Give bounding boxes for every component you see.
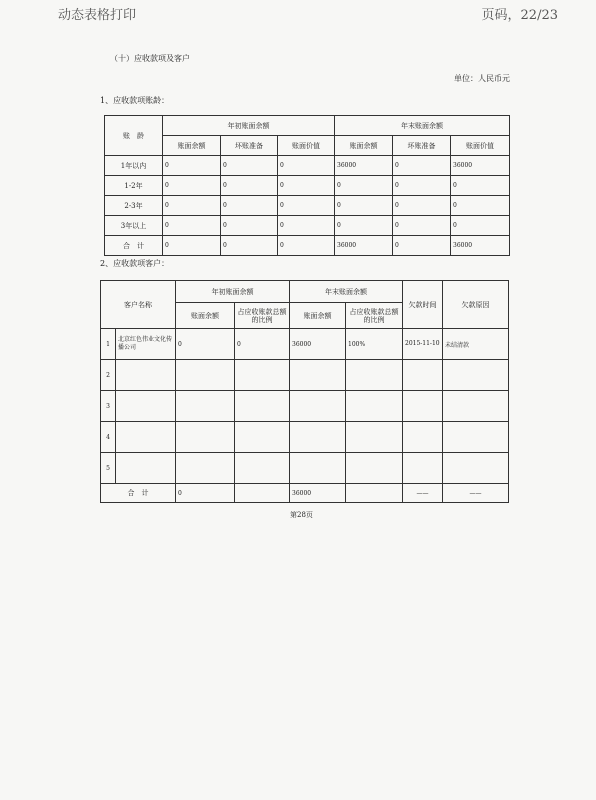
row-number: 2: [101, 360, 116, 391]
table-cell: [346, 360, 403, 391]
customer-name-header: 客户名称: [101, 281, 176, 329]
table-cell: 0: [221, 156, 278, 176]
table-cell: 0: [393, 176, 451, 196]
table-cell: [235, 453, 290, 484]
table-cell: 0: [176, 484, 235, 503]
owing-time: ——: [403, 484, 443, 503]
aging-col-header: 账面价值: [451, 136, 510, 156]
table-row: [105, 196, 510, 216]
owing-reason: 未结清款: [443, 329, 509, 360]
table-cell: 0: [221, 236, 278, 256]
table-cell: 0: [393, 156, 451, 176]
table-cell: [346, 391, 403, 422]
table-cell: 36000: [290, 484, 346, 503]
owing-reason: ——: [443, 484, 509, 503]
table-cell: 0: [176, 329, 235, 360]
owing-time-header: 欠款时间: [403, 281, 443, 329]
customers-sub-header: 账面余额: [176, 303, 235, 329]
row-number: 5: [101, 453, 116, 484]
customer-name: 北京红色伟业文化传播公司: [116, 329, 176, 360]
table-cell: 0: [163, 236, 221, 256]
table-cell: [176, 360, 235, 391]
aging-col-header: 坏账准备: [393, 136, 451, 156]
table-cell: 0: [393, 236, 451, 256]
table-cell: 0: [163, 156, 221, 176]
table-cell: 36000: [335, 156, 393, 176]
customers-group-end: 年末账面余额: [290, 281, 403, 303]
table-cell: 36000: [451, 156, 510, 176]
owing-time: [403, 391, 443, 422]
table-cell: 0: [235, 329, 290, 360]
customers-table: [100, 280, 509, 503]
table-cell: 36000: [290, 329, 346, 360]
owing-reason: [443, 453, 509, 484]
row-number: 1: [101, 329, 116, 360]
table-cell: 0: [335, 216, 393, 236]
customer-name: [116, 391, 176, 422]
table-cell: [235, 360, 290, 391]
aging-group-begin: 年初账面余额: [163, 116, 335, 136]
table-cell: 0: [221, 196, 278, 216]
table-cell: 0: [393, 196, 451, 216]
table-cell: 0: [451, 196, 510, 216]
currency-unit: 单位：人民币元: [454, 74, 510, 83]
total-label: 合 计: [101, 484, 176, 503]
aging-col-header: 账面余额: [335, 136, 393, 156]
table-cell: [235, 422, 290, 453]
table-cell: 0: [278, 176, 335, 196]
table-cell: 0: [221, 216, 278, 236]
page-number: 第28页: [290, 511, 313, 519]
customer-name: [116, 453, 176, 484]
aging-col-header: 账面余额: [163, 136, 221, 156]
table-cell: 0: [335, 176, 393, 196]
table-cell: [235, 391, 290, 422]
print-header-title: 动态表格打印: [58, 8, 137, 23]
table-cell: [176, 422, 235, 453]
table-row: [105, 216, 510, 236]
owing-reason: [443, 391, 509, 422]
table-row: [101, 453, 509, 484]
row-number: 4: [101, 422, 116, 453]
section-title: （十）应收款项及客户: [110, 54, 190, 63]
owing-time: 2015-11-10: [403, 329, 443, 360]
table-cell: [346, 422, 403, 453]
table-cell: [346, 484, 403, 503]
table-row: [101, 391, 509, 422]
table-row: [105, 176, 510, 196]
customer-name: [116, 422, 176, 453]
table-cell: 36000: [335, 236, 393, 256]
customers-sub-header: 占应收账款总额的比例: [346, 303, 403, 329]
table-cell: 0: [163, 216, 221, 236]
table-cell: 0: [221, 176, 278, 196]
owing-time: [403, 422, 443, 453]
table-cell: 0: [451, 176, 510, 196]
aging-row-label: 1-2年: [105, 176, 163, 196]
table-cell: 0: [451, 216, 510, 236]
customers-sub-header: 账面余额: [290, 303, 346, 329]
table-cell: 0: [278, 236, 335, 256]
table-cell: 0: [278, 156, 335, 176]
row-number: 3: [101, 391, 116, 422]
customers-subtitle: 2、应收款项客户：: [100, 259, 170, 268]
aging-row-label: 合 计: [105, 236, 163, 256]
table-row-total: [101, 484, 509, 503]
table-cell: [176, 391, 235, 422]
page-counter: 页码，22/23: [481, 8, 558, 23]
table-cell: 0: [278, 196, 335, 216]
table-row: [101, 329, 509, 360]
table-cell: 0: [278, 216, 335, 236]
table-cell: [290, 453, 346, 484]
aging-col-header: 账面价值: [278, 136, 335, 156]
aging-table: [104, 115, 510, 256]
aging-row-label: 2-3年: [105, 196, 163, 216]
owing-reason: [443, 360, 509, 391]
customers-sub-header: 占应收账款总额的比例: [235, 303, 290, 329]
table-cell: 36000: [451, 236, 510, 256]
customer-name: [116, 360, 176, 391]
aging-group-end: 年末账面余额: [335, 116, 510, 136]
owing-time: [403, 453, 443, 484]
table-cell: 0: [393, 216, 451, 236]
aging-row-label: 3年以上: [105, 216, 163, 236]
table-cell: [235, 484, 290, 503]
owing-reason: [443, 422, 509, 453]
aging-col-label: 账 龄: [105, 116, 163, 156]
table-cell: 0: [335, 196, 393, 216]
owing-reason-header: 欠款原因: [443, 281, 509, 329]
aging-subtitle: 1、应收款项账龄：: [100, 96, 170, 105]
customers-group-begin: 年初账面余额: [176, 281, 290, 303]
table-cell: [290, 360, 346, 391]
table-row: [101, 360, 509, 391]
table-row: [105, 156, 510, 176]
owing-time: [403, 360, 443, 391]
table-cell: 0: [163, 196, 221, 216]
table-cell: [176, 453, 235, 484]
table-cell: [346, 453, 403, 484]
aging-col-header: 坏账准备: [221, 136, 278, 156]
table-row: [101, 422, 509, 453]
table-cell: [290, 391, 346, 422]
table-cell: 0: [163, 176, 221, 196]
table-cell: [290, 422, 346, 453]
table-row-total: [105, 236, 510, 256]
table-cell: 100%: [346, 329, 403, 360]
aging-row-label: 1年以内: [105, 156, 163, 176]
